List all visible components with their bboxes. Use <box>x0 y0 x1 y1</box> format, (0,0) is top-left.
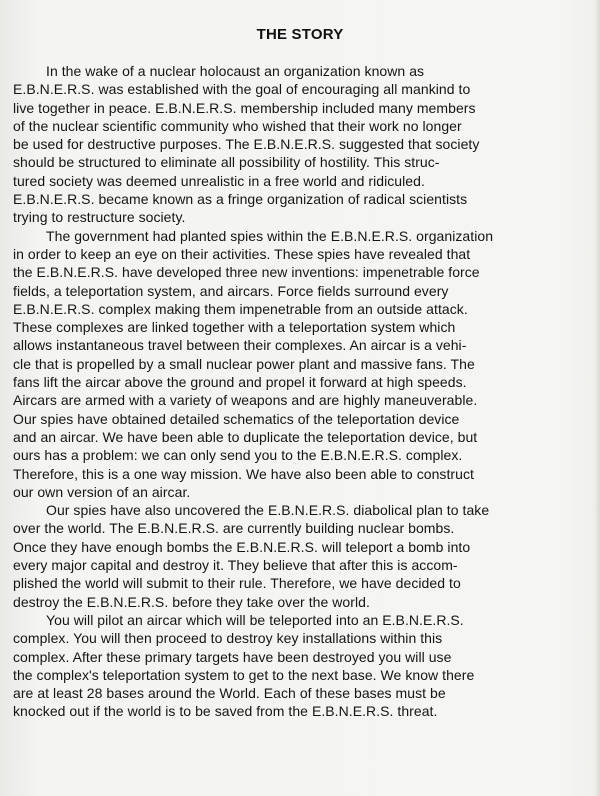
text-line: ours has a problem: we can only send you to the E.B.N.E.R.S. complex. <box>13 447 463 464</box>
text-line: the E.B.N.E.R.S. have developed three new inventions: impenetrable force <box>13 264 480 281</box>
text-line: complex. You will then proceed to destroy key installations within this <box>13 630 443 647</box>
text-line: should be structured to eliminate all possibility of hostility. This struc- <box>13 154 440 171</box>
text-line: Our spies have also uncovered the E.B.N.E.R.S. diabolical plan to take <box>46 502 490 519</box>
story-body <box>13 62 581 721</box>
text-line: Therefore, this is a one way mission. We have also been able to construct <box>13 465 474 482</box>
text-line: complex. After these primary targets have been destroyed you will use <box>13 648 452 665</box>
text-line: fields, a teleportation system, and aircars. Force fields surround every <box>13 282 449 299</box>
story-paragraph-4 <box>13 611 581 721</box>
text-line: are at least 28 bases around the World. Each of these bases must be <box>13 685 446 702</box>
text-line: allows instantaneous travel between their complexes. An aircar is a vehi- <box>13 337 467 354</box>
text-line: of the nuclear scientific community who wished that their work no longer <box>13 117 462 134</box>
page-title: THE STORY <box>256 26 344 43</box>
text-line: cle that is propelled by a small nuclear power plant and massive fans. The <box>13 355 475 372</box>
text-line: over the world. The E.B.N.E.R.S. are currently building nuclear bombs. <box>13 520 455 537</box>
text-line: every major capital and destroy it. They believe that after this is accom- <box>13 557 458 574</box>
text-line: fans lift the aircar above the ground and propel it forward at high speeds. <box>13 374 467 391</box>
text-line: trying to restructure society. <box>13 209 186 226</box>
text-line: be used for destructive purposes. The E.B.N.E.R.S. suggested that society <box>13 136 480 153</box>
text-line: knocked out if the world is to be saved from the E.B.N.E.R.S. threat. <box>13 703 438 720</box>
scan-edge-shadow <box>594 0 600 796</box>
text-line: in order to keep an eye on their activities. These spies have revealed that <box>13 245 471 262</box>
text-line: These complexes are linked together with a teleportation system which <box>13 319 456 336</box>
text-line: You will pilot an aircar which will be teleported into an E.B.N.E.R.S. <box>46 611 464 628</box>
text-line: E.B.N.E.R.S. was established with the goal of encouraging all mankind to <box>13 81 471 98</box>
story-paragraph-2 <box>13 227 581 501</box>
text-line: E.B.N.E.R.S. became known as a fringe organization of radical scientists <box>13 191 468 208</box>
text-line: our own version of an aircar. <box>13 483 191 500</box>
text-line: In the wake of a nuclear holocaust an organization known as <box>46 63 425 79</box>
text-line: destroy the E.B.N.E.R.S. before they take over the world. <box>13 593 370 610</box>
text-line: live together in peace. E.B.N.E.R.S. membership included many members <box>13 99 476 116</box>
text-line: plished the world will submit to their rule. Therefore, we have decided to <box>13 575 461 592</box>
text-line: The government had planted spies within the E.B.N.E.R.S. organization <box>46 227 494 244</box>
story-paragraph-3 <box>13 501 581 611</box>
story-paragraph-1 <box>13 62 581 227</box>
text-line: E.B.N.E.R.S. complex making them impenetrable from an outside attack. <box>13 300 468 317</box>
text-line: Aircars are armed with a variety of weapons and are highly maneuverable. <box>13 392 478 409</box>
text-line: and an aircar. We have been able to duplicate the teleportation device, but <box>13 428 478 445</box>
text-line: the complex's teleportation system to get to the next base. We know there <box>13 666 475 683</box>
text-line: tured society was deemed unrealistic in a free world and ridiculed. <box>13 172 425 189</box>
text-line: Our spies have obtained detailed schematics of the teleportation device <box>13 410 460 427</box>
text-line: Once they have enough bombs the E.B.N.E.R.S. will teleport a bomb into <box>13 538 471 555</box>
